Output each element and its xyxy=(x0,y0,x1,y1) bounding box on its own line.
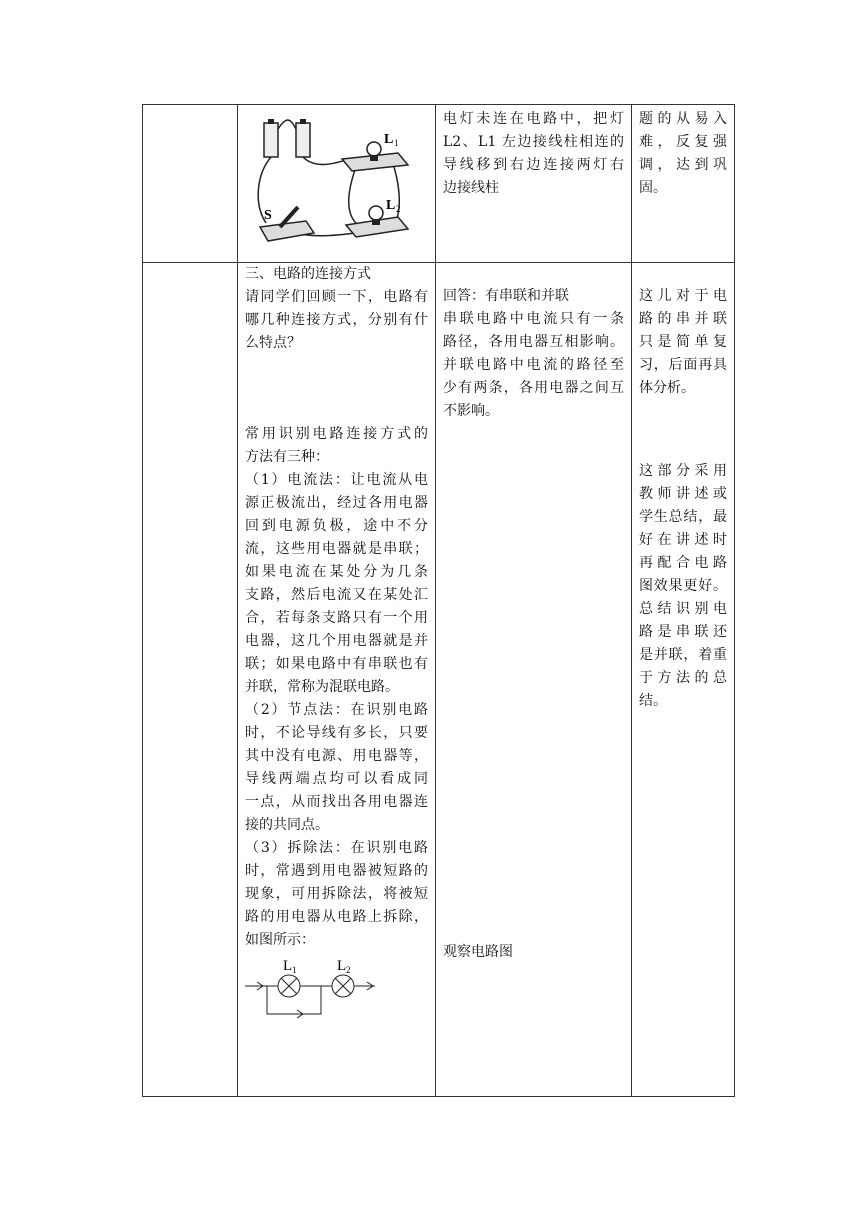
circuit-photo-figure xyxy=(246,115,416,245)
diagram-l2-label: L xyxy=(337,958,347,974)
design-note-cell: 题的从易入 难，反复强 调，达到巩 固。 xyxy=(632,105,735,263)
circuit-photo-cell xyxy=(238,105,436,263)
short-circuit-diagram xyxy=(245,958,385,1030)
observe-circuit-text: 观察电路图 xyxy=(443,944,513,960)
svg-text:2: 2 xyxy=(396,204,401,214)
blank-cell xyxy=(143,263,238,1097)
student-activity-cell: 电灯未连在电路中，把灯 L2、L1 左边接线柱相连的 导线移到右边连接两灯右 边接线柱 xyxy=(436,105,632,263)
lamp1-label: L xyxy=(384,132,394,147)
svg-text:2: 2 xyxy=(346,965,351,975)
diagram-l1-label: L xyxy=(283,958,293,974)
table-row xyxy=(143,263,735,1097)
lamp2-label: L xyxy=(386,198,396,213)
svg-text:1: 1 xyxy=(292,965,297,975)
svg-text:1: 1 xyxy=(394,138,399,148)
student-activity-cell: 回答：有串联和并联 串联电路中电流只有一条 路径，各用电器互相影响。 并联电路中电流的路径至 少有两条，各用电器之间互 不影响。 观察电路图 xyxy=(436,263,632,1097)
section-heading: 三、电路的连接方式 xyxy=(245,266,371,282)
table-row xyxy=(143,105,735,263)
switch-label: S xyxy=(264,208,272,223)
blank-cell xyxy=(143,105,238,263)
teacher-activity-cell: 三、电路的连接方式 请同学们回顾一下，电路有 哪几种连接方式，分别有什 么特点？ 常用识别电路连接方式的 方法有三种： （1）电流法：让电流从电 源正极流出，经过各用电器 回到电源负极，途中不分 流，这些用电器就是串联； 如果电流在某处分为几条 支路，然后电流又在某处汇 合，若每条支路只有一个用 电器，这几个用电器就是并 联；如果电路中有串联也有 并联，常称为混联电路。 （2）节点法：在识别电路 时，不论导线有多长，只要 其中没有电源、用电器等， 导线两端点均可以看成同 一点，从而找出各用电器连 接的共同点。 （3）拆除法：在识别电路 时，常遇到用电器被短路的 现象，可用拆除法，将被短 路的用电器从电路上拆除， 如图所示： L 1 L 2 xyxy=(238,263,436,1097)
lesson-table xyxy=(142,104,735,1097)
design-note-cell: 这儿对于电 路的串并联 只是简单复 习，后面再具 体分析。 这部分采用 教师讲述或 学生总结，最 好在讲述时 再配合电路 图效果更好。 总结识别电 路是串联还 是并联，着重 于方法的总 结。 xyxy=(632,263,735,1097)
